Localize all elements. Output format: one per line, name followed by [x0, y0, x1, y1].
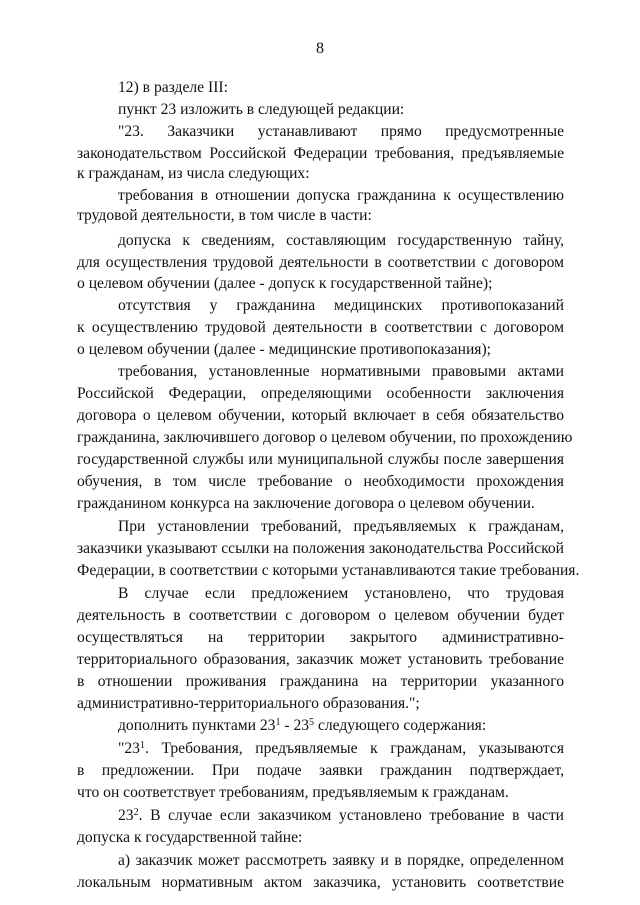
text-segment: дополнить пунктами 23: [118, 717, 276, 734]
text-line: трудовой деятельности, в том числе в части:: [77, 207, 372, 224]
text-line: "23. Заказчики устанавливают прямо предусмотренные: [118, 123, 564, 140]
text-line: административно-территориального образования.";: [77, 695, 420, 712]
text-line: 12) в разделе III:: [118, 79, 228, 96]
text-line: для осуществления трудовой деятельности в соответствии с договором: [77, 254, 564, 271]
superscript: 5: [309, 717, 315, 728]
text-line: пункт 23 изложить в следующей редакции:: [118, 101, 405, 118]
text-line: территориального образования, заказчик может установить требование: [77, 651, 564, 668]
text-line: [118, 739, 564, 758]
text-line: деятельность в соответствии с договором о целевом обучении будет: [77, 607, 564, 624]
text-line: к гражданам, из числа следующих:: [77, 165, 310, 182]
text-line: Российской Федерации, определяющими особенности заключения: [77, 385, 564, 402]
text-line: законодательством Российской Федерации требования, предъявляемые: [77, 145, 564, 162]
text-line: [118, 806, 564, 825]
text-line: к осуществлению трудовой деятельности в соответствии с договором: [77, 319, 564, 336]
superscript: 2: [133, 807, 139, 818]
text-line: в предложении. При подаче заявки гражданин подтверждает,: [77, 762, 564, 779]
text-line: Федерации, в соответствии с которыми устанавливаются такие требования.: [77, 562, 580, 579]
text-segment: "23: [118, 740, 140, 757]
text-line: При установлении требований, предъявляемых к гражданам,: [118, 518, 564, 535]
text-segment: . В случае если заказчиком установлено требование в части: [138, 807, 564, 824]
text-line: требования, установленные нормативными правовыми актами: [118, 363, 564, 380]
text-line: локальным нормативным актом заказчика, установить соответствие: [77, 874, 564, 891]
text-line: в отношении проживания гражданина на территории указанного: [77, 673, 564, 690]
text-line: отсутствия у гражданина медицинских противопоказаний: [118, 297, 564, 314]
text-line: о целевом обучении (далее - допуск к государственной тайне);: [77, 275, 493, 292]
text-line: гражданина, заключившего договор о целевом обучении, по прохождению: [77, 429, 573, 446]
text-line: а) заказчик может рассмотреть заявку и в порядке, определенном: [118, 852, 564, 869]
superscript: 1: [139, 740, 145, 751]
text-line: что он соответствует требованиям, предъявляемым к гражданам.: [77, 784, 509, 801]
text-line: В случае если предложением установлено, что трудовая: [118, 585, 564, 602]
text-segment: - 23: [280, 717, 310, 734]
superscript: 1: [275, 717, 281, 728]
text-line: гражданином конкурса на заключение договора о целевом обучении.: [77, 495, 535, 512]
text-line: осуществляться на территории закрытого административно-: [77, 629, 564, 646]
text-line: допуска к сведениям, составляющим государственную тайну,: [118, 232, 564, 249]
text-line: о целевом обучении (далее - медицинские противопоказания);: [77, 341, 491, 358]
text-line: заказчики указывают ссылки на положения законодательства Российской: [77, 540, 564, 557]
text-segment: . Требования, предъявляемые к гражданам, указываются: [144, 740, 564, 757]
text-line: требования в отношении допуска гражданина к осуществлению: [118, 187, 564, 204]
page-number: 8: [316, 40, 324, 57]
text-line: договора о целевом обучении, который включает в себя обязательство: [77, 407, 564, 424]
text-line: государственной службы или муниципальной службы после завершения: [77, 451, 564, 468]
text-line: обучения, в том числе требование о необходимости прохождения: [77, 473, 564, 490]
text-segment: 23: [118, 807, 134, 824]
text-line: [118, 716, 486, 735]
text-line: допуска к государственной тайне:: [77, 829, 303, 846]
text-segment: следующего содержания:: [314, 717, 487, 734]
